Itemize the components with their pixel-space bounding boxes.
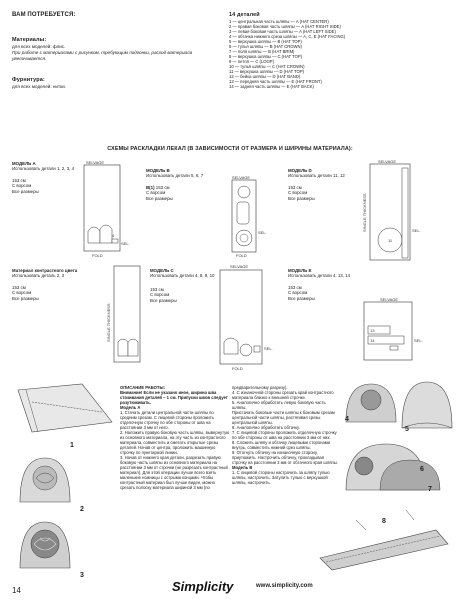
list-item: 8 — верхушка шляпы — C (HAT TOP) — [229, 54, 303, 59]
layout-diagram-b — [226, 176, 274, 258]
step: предварительному разрезу). — [232, 385, 288, 390]
parts-title: 14 деталей — [229, 12, 260, 18]
piece-7 — [236, 230, 252, 246]
brand-url[interactable]: www.simplicity.com — [256, 583, 313, 589]
list-item: 12 — бейка шляпы — D (HAT BAND) — [229, 74, 301, 79]
layouts-title: СХЕМЫ РАСКЛАДКИ ЛЕКАЛ (В ЗАВИСИМОСТИ ОТ РАЗМЕРА И ШИРИНЫ МАТЕРИАЛА): — [107, 146, 353, 152]
sel-label: SEL. — [258, 230, 267, 235]
model-d-use: Использовать детали 11, 12 — [288, 173, 345, 179]
single-thickness-label: SINGLE THICKNESS — [362, 193, 367, 232]
work-col-2 — [232, 385, 338, 485]
parts-list — [229, 19, 454, 89]
figure-1 — [12, 382, 120, 436]
piece-9 — [254, 346, 260, 352]
model-b-use: Использовать детали 5, 6, 7 — [146, 173, 204, 179]
contrast-info — [12, 268, 107, 301]
step: 7. С лицевой стороны проложить отделочную строчку по обе стороны от шва на расстоянии 3 мм от них. — [232, 430, 337, 440]
svg-text:4: 4 — [112, 233, 115, 238]
model-e-width: 153 см — [288, 284, 302, 290]
svg-text:13: 13 — [370, 328, 375, 333]
figure-number: 4 — [345, 416, 349, 423]
piece-12 — [402, 168, 408, 258]
model-b-nap: С ворсом — [146, 190, 166, 196]
brand-logo: Simplicity — [172, 579, 234, 594]
layout-diagram-c — [210, 262, 280, 372]
fittings-title: Фурнитура: — [12, 77, 45, 83]
step: 1. Стачать детали центральной части шляпы по средним срезам. С лицевой стороны проложить отделочную строчку по обе стороны от шва на расстоянии 3 мм от него. — [120, 410, 214, 430]
sel-label: SEL. — [414, 338, 423, 343]
fittings-all: для всех моделей: нитки. — [12, 84, 66, 89]
list-item: 11 — верхушка шляпы — D (HAT TOP) — [229, 69, 305, 74]
model-c-sizes: Все размеры — [150, 297, 177, 303]
figure-number: 3 — [80, 572, 84, 579]
fold-label: FOLD — [236, 253, 247, 258]
list-item: 4 — обтачка нижнего среза шляпы — A, C, E (HAT FACING) — [229, 34, 346, 39]
layout-diagram-a — [82, 161, 132, 261]
svg-text:14: 14 — [370, 338, 375, 343]
piece-6 — [237, 202, 249, 224]
figure-8 — [316, 500, 452, 572]
figure-number: 6 — [420, 466, 424, 473]
layout-diagram-contrast — [104, 262, 150, 370]
contrast-nap: С ворсом — [12, 290, 32, 296]
work-col-1 — [120, 385, 230, 490]
page-number: 14 — [12, 586, 21, 595]
list-item: 6 — тулья шляпы — B (HAT CROWN) — [229, 44, 302, 49]
list-item: 2 — правая боковая часть шляпы — A (HAT RIGHT SIDE) — [229, 24, 341, 29]
piece-2 — [118, 339, 128, 356]
figure-3 — [14, 516, 76, 576]
materials-all: для всех моделей: флис. — [12, 44, 66, 49]
model-a-use: Использовать детали 1, 2, 3, 4 — [12, 166, 75, 172]
model-e-title: МОДЕЛЬ E — [288, 268, 312, 273]
step: 5. Аналогично обработать левую боковую часть шляпы. — [232, 400, 326, 410]
model-e-nap: С ворсом — [288, 290, 308, 296]
list-item: 7 — поля шляпы — B (HAT BRIM) — [229, 49, 295, 54]
sel-label: SEL. — [412, 228, 421, 233]
sel-label: SEL. — [121, 241, 130, 246]
model-b-prefix: В(1) — [146, 184, 155, 190]
piece-10 — [224, 338, 238, 354]
step: Пристачать боковые части шляпы к боковым срезам центральной части шляпы, растягивая срезы центральной шляпы. — [232, 410, 335, 425]
model-a-width: 153 см — [12, 177, 26, 183]
selvage-label: SELVAGE — [230, 264, 249, 269]
model-a-title: МОДЕЛЬ A — [12, 161, 36, 166]
figure-number: 8 — [382, 518, 386, 525]
layout-diagram-e — [360, 296, 450, 366]
contrast-title: Материал контрастного цвета — [12, 268, 78, 273]
model-a-nap: С ворсом — [12, 183, 32, 189]
model-c-nap: С ворсом — [150, 292, 170, 298]
svg-text:11: 11 — [388, 238, 393, 243]
model-d-nap: С ворсом — [288, 190, 308, 196]
model-a-sizes: Все размеры — [12, 188, 39, 194]
piece-2 — [100, 225, 112, 243]
figure-number: 2 — [80, 506, 84, 513]
step: 6. Аналогично обработать обтачку. — [232, 425, 300, 430]
model-d-sizes: Все размеры — [288, 195, 315, 201]
figure-number: 1 — [70, 442, 74, 449]
model-c-title: МОДЕЛЬ C — [150, 268, 174, 273]
model-b-heading: Модель B — [232, 465, 253, 470]
fold-label: FOLD — [232, 366, 243, 371]
step: 1. С лицевой стороны настрочить за шляпу тулью шляпы, настрочить. Затулить тулью с верхушкой шляпы, настрочить. — [232, 470, 330, 485]
piece-1 — [88, 227, 100, 243]
model-d-width: 153 см — [288, 184, 302, 190]
step: 3. Начав от нижнего края детали, разрезать правую боковую часть шляпы из основного материала на расстоянии 3 мм от строчки (не разрезать контрастный материал). Для этой операции лучше всего взять маленькие ножницы с острыми концами. Чтобы контрастный материал был лучше виден, можно срезать полоску материала шириной 3 мм (по — [120, 455, 228, 490]
fold-label: FOLD — [92, 253, 103, 258]
model-b-title: МОДЕЛЬ B — [146, 168, 170, 173]
figure-4 — [340, 378, 402, 428]
step: 2. Наложить правую боковую часть шляпы, вывернутую из основного материала, на эту часть из контрастного материала, совместить и сметать открытые срезы деталей. Начав от центра, проложить машинную строчку по пунктирной линии. — [120, 430, 230, 455]
figure-6 — [340, 436, 450, 498]
list-item: 3 — левая боковая часть шляпы — A (HAT LEFT SIDE) — [229, 29, 336, 34]
figure-2 — [14, 452, 76, 512]
model-d-title: МОДЕЛЬ D — [288, 168, 312, 173]
selvage-label: SELVAGE — [232, 176, 251, 180]
figure-number: 7 — [428, 486, 432, 493]
list-item: 9 — петля — C (LOOP) — [229, 59, 274, 64]
single-thickness-label: SINGLE THICKNESS — [106, 303, 111, 342]
list-item: 13 — передняя часть шляпы — E (HAT FRONT) — [229, 79, 322, 84]
list-item: 14 — задняя часть шляпы — E (HAT BACK) — [229, 84, 314, 89]
piece-3 — [128, 339, 138, 356]
contrast-sizes: Все размеры — [12, 295, 39, 301]
layout-diagram-d — [362, 158, 442, 266]
step: 4. С изнаночной стороны срезать край контрастного материала близко к внешней строчке. — [232, 390, 334, 400]
piece-4 — [112, 239, 118, 243]
piece-5 — [238, 186, 250, 198]
step: 9. Отогнуть обтачку на изнаночную сторону, приутюжить. Настрочить обтачку, прокладывая строчку на расстоянии 3 мм от обтачного края шляпы. — [232, 450, 338, 465]
materials-title: Материалы: — [12, 37, 47, 43]
list-item: 10 — тулья шляпы — C (HAT CROWN) — [229, 64, 305, 69]
model-c-use: Использовать детали 4, 8, 9, 10 — [150, 273, 215, 279]
contrast-width: 153 см — [12, 284, 26, 290]
contrast-use: Использовать деталь 2, 3 — [12, 273, 65, 279]
need-title: ВАМ ПОТРЕБУЕТСЯ: — [12, 12, 76, 18]
list-item: 5 — верхушка шляпы — B (HAT TOP) — [229, 39, 302, 44]
work-attention: Внимание! Если не указано иное, ширина шва стачивания деталей – 1 см. Припуски швов следует разутюживать. — [120, 390, 228, 405]
selvage-label: SELVAGE — [86, 161, 105, 165]
sel-label: SEL. — [264, 346, 273, 351]
selvage-label: SELVAGE — [380, 297, 399, 302]
selvage-label: SELVAGE — [378, 159, 397, 164]
model-b-info — [146, 168, 236, 201]
figure-number: 5 — [405, 426, 409, 433]
model-b-width: 153 см — [155, 184, 170, 190]
model-e-use: Использовать детали 4, 13, 14 — [288, 273, 351, 279]
model-a-heading: Модель A — [120, 405, 141, 410]
piece-8 — [240, 344, 252, 356]
model-c-width: 153 см — [150, 286, 164, 292]
work-title: ОПИСАНИЕ РАБОТЫ: — [120, 385, 165, 390]
materials-note: При работе с материалами с рисунком, требующим подгонки, расход материала увеличивается. — [12, 50, 193, 61]
list-item: 1 — центральная часть шляпы — A (HAT CENTER) — [229, 19, 329, 24]
model-e-sizes: Все размеры — [288, 295, 315, 301]
piece-4 — [390, 346, 398, 350]
step: 8. Сложить шляпу и обтачку лицевыми сторонами внутрь, совместить нижний срез шляпы. — [232, 440, 330, 450]
model-b-sizes: Все размеры — [146, 195, 173, 201]
